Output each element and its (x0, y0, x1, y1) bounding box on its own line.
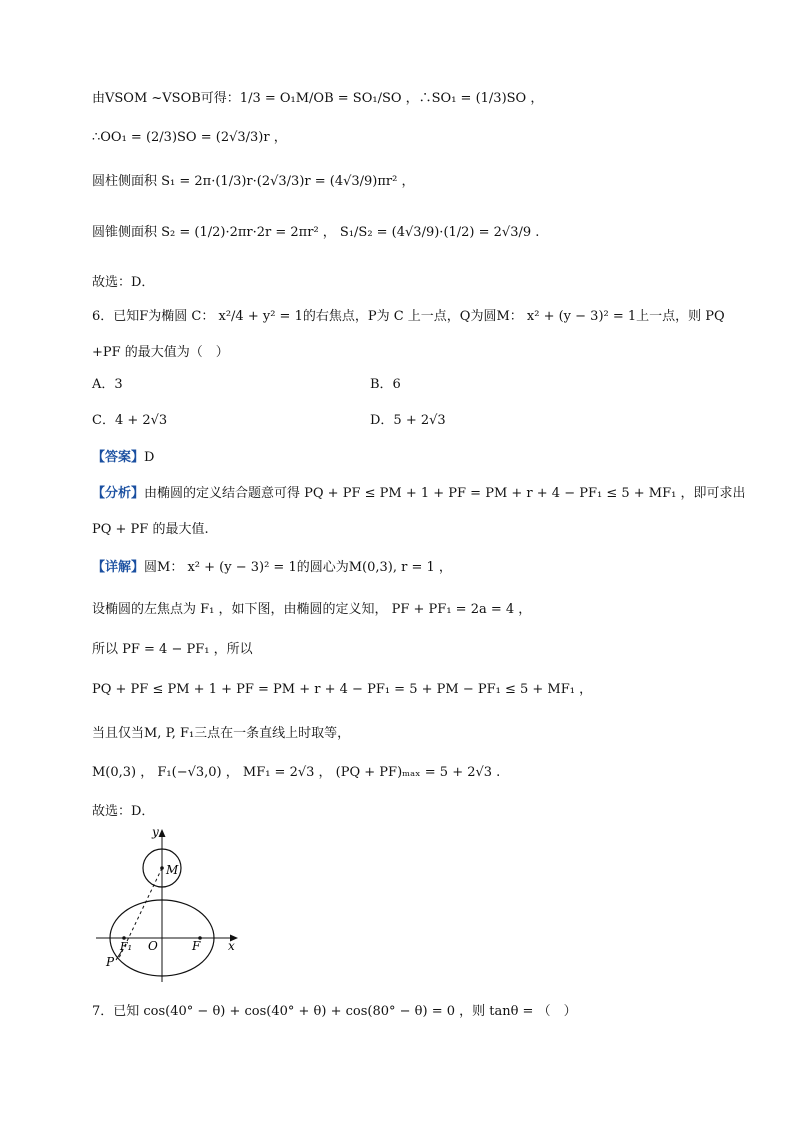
question-6-line-1: 6．已知F为椭圆 C： x²/4 + y² = 1的右焦点，P为 C 上一点，Q为圆M： x² + (y − 3)² = 1上一点，则 PQ (92, 309, 725, 324)
detail-line-6: M(0,3) ， F₁(−√3,0) ， MF₁ = 2√3 ， (PQ + PF)ₘₐₓ = 5 + 2√3 . (92, 765, 501, 780)
analysis-line-2: PQ + PF 的最大值. (92, 522, 209, 537)
label-p: P (106, 955, 115, 969)
option-b: B．6 (370, 377, 401, 392)
option-a: A．3 (92, 377, 123, 392)
question-6-line-2: +PF 的最大值为（ ） (92, 345, 229, 360)
solution-line-1: 由VSOM ~VSOB可得：1/3 = O₁M/OB = SO₁/SO ，∴SO₁ = (1/3)SO ， (92, 91, 544, 106)
solution-line-2: ∴OO₁ = (2/3)SO = (2√3/3)r ， (92, 130, 287, 145)
label-f: F (192, 939, 201, 953)
answer-label: 【答案】 (92, 450, 145, 465)
answer-value: D (144, 450, 155, 465)
option-c: C．4 + 2√3 (92, 413, 168, 428)
detail-line-4: PQ + PF ≤ PM + 1 + PF = PM + r + 4 − PF₁ = 5 + PM − PF₁ ≤ 5 + MF₁ ， (92, 682, 593, 697)
detail-label: 【详解】 (92, 560, 145, 575)
analysis-label: 【分析】 (92, 486, 145, 501)
detail-line-5: 当且仅当M, P, F₁三点在一条直线上时取等， (92, 726, 351, 741)
detail-line-2: 设椭圆的左焦点为 F₁ ，如下图，由椭圆的定义知， PF + PF₁ = 2a = 4 ， (92, 602, 532, 617)
analysis-text-1: 由椭圆的定义结合题意可得 PQ + PF ≤ PM + 1 + PF = PM + r + 4 − PF₁ ≤ 5 + MF₁ ，即可求出 (144, 486, 746, 501)
label-o: O (148, 939, 158, 953)
detail-text-1: 圆M： x² + (y − 3)² = 1的圆心为M(0,3), r = 1 ， (144, 560, 452, 575)
answer-choice-line: 故选：D． (92, 275, 155, 290)
label-x: x (228, 939, 235, 953)
option-d: D．5 + 2√3 (370, 413, 446, 428)
point-m (160, 866, 164, 870)
solution-line-3: 圆柱侧面积 S₁ = 2π·(1/3)r·(2√3/3)r = (4√3/9)πr² ， (92, 174, 415, 189)
detail-line-1 (92, 561, 452, 574)
label-m: M (166, 863, 179, 877)
answer-line (92, 451, 154, 464)
detail-line-3: 所以 PF = 4 − PF₁ ，所以 (92, 642, 253, 657)
label-y: y (152, 826, 159, 839)
solution-line-4: 圆锥侧面积 S₂ = (1/2)·2πr·2r = 2πr² ， S₁/S₂ = (4√3/9)·(1/2) = 2√3/9 . (92, 225, 540, 240)
analysis-line-1 (92, 487, 745, 500)
detail-line-7: 故选：D． (92, 804, 155, 819)
question-7-line: 7．已知 cos(40° − θ) + cos(40° + θ) + cos(80° − θ) = 0 ，则 tanθ = （ ） (92, 1004, 577, 1019)
y-axis-arrow (159, 829, 166, 837)
label-f1: F₁ (120, 940, 133, 953)
ellipse-circle-figure (92, 826, 252, 986)
